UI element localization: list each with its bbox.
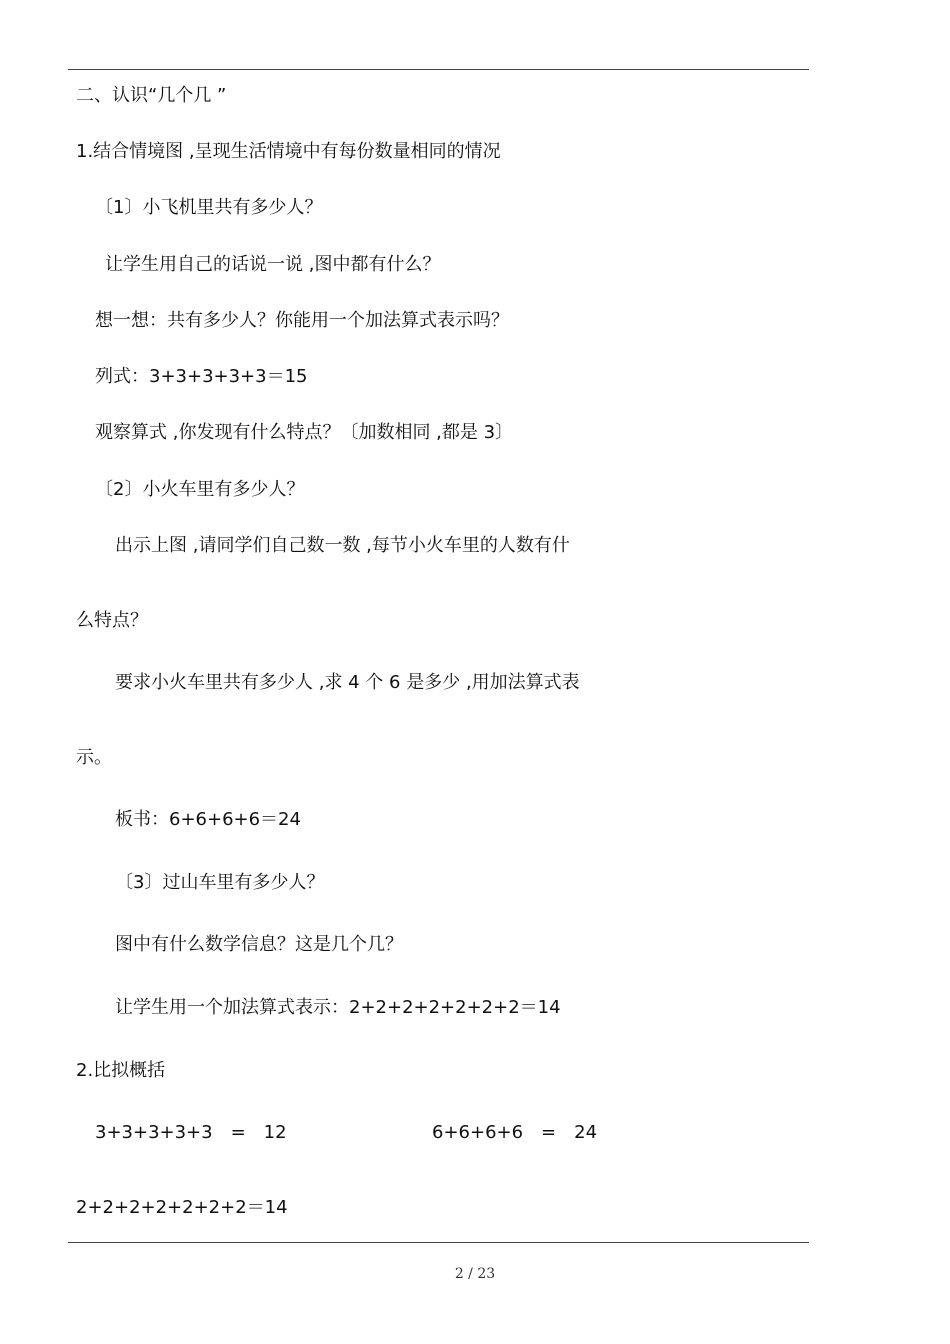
- q3-formula: 让学生用一个加法算式表示：2+2+2+2+2+2+2＝14: [115, 997, 561, 1018]
- q2-board: 板书：6+6+6+6＝24: [115, 809, 301, 830]
- q3-info: 图中有什么数学信息？这是几个几？: [115, 934, 403, 955]
- compare-right-formula: 6+6+6+6 = 24: [432, 1122, 598, 1143]
- q2-ask-line2: 示。: [76, 747, 112, 768]
- bottom-rule: [68, 1242, 809, 1243]
- q1-title: 〔1〕小飞机里共有多少人？: [95, 197, 323, 218]
- q1-formula: 列式：3+3+3+3+3＝15: [95, 366, 308, 387]
- item2-title: 2.比拟概括: [76, 1060, 166, 1081]
- top-rule: [68, 69, 809, 70]
- section-heading: 二、认识“几个几 ”: [76, 85, 227, 106]
- q2-title: 〔2〕小火车里有多少人？: [95, 479, 305, 500]
- q1-think: 想一想：共有多少人？你能用一个加法算式表示吗？: [95, 310, 509, 331]
- q2-show-line1: 出示上图 ,请同学们自己数一数 ,每节小火车里的人数有什: [115, 535, 570, 556]
- q1-observe: 观察算式 ,你发现有什么特点？〔加数相同 ,都是 3〕: [95, 422, 514, 443]
- compare-bottom-formula: 2+2+2+2+2+2+2＝14: [76, 1197, 288, 1218]
- q2-show-line2: 么特点？: [76, 610, 148, 631]
- q2-ask-line1: 要求小火车里共有多少人 ,求 4 个 6 是多少 ,用加法算式表: [115, 672, 580, 693]
- compare-left-formula: 3+3+3+3+3 = 12: [95, 1122, 287, 1143]
- q3-title: 〔3〕过山车里有多少人？: [115, 872, 325, 893]
- item1-title: 1.结合情境图 ,呈现生活情境中有每份数量相同的情况: [76, 141, 501, 162]
- page-number: 2 / 23: [454, 1266, 496, 1282]
- q1-prompt: 让学生用自己的话说一说 ,图中都有什么？: [105, 254, 441, 275]
